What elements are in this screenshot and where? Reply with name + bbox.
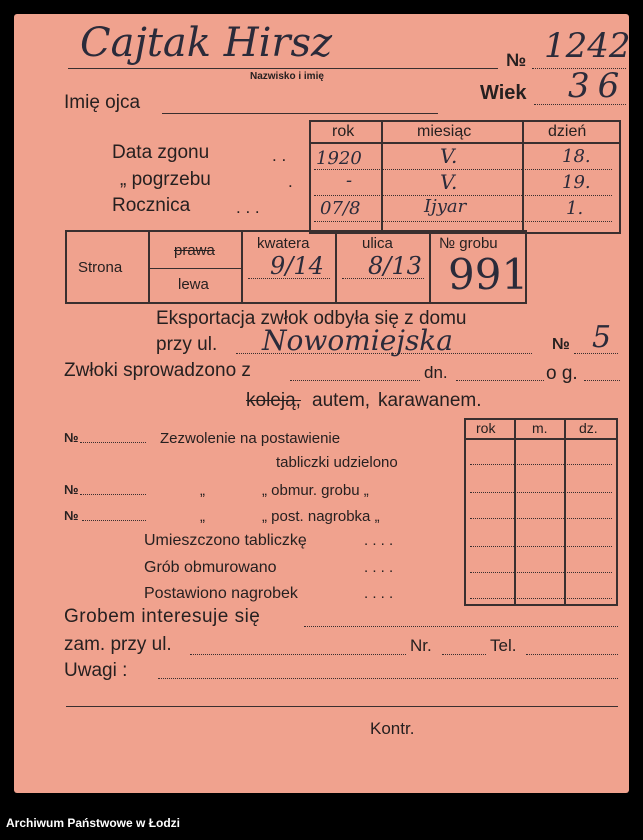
export-street-line bbox=[236, 353, 532, 354]
side-left: lewa bbox=[178, 276, 209, 293]
notes-label: Uwagi : bbox=[64, 660, 128, 681]
address-nr-label: Nr. bbox=[410, 636, 432, 655]
house-no-line bbox=[574, 353, 618, 354]
death-date-label: Data zgonu bbox=[112, 142, 210, 163]
interested-label: Grobem interesuje się bbox=[64, 606, 261, 627]
permits-header-line bbox=[464, 438, 616, 440]
name-line bbox=[68, 68, 498, 69]
loc-divider-2 bbox=[241, 230, 243, 302]
permits-col-rok: rok bbox=[476, 420, 496, 436]
transport-hearse: karawanem. bbox=[378, 390, 482, 411]
export-heading: Eksportacja zwłok odbyła się z domu bbox=[156, 308, 467, 329]
permit1-no-line bbox=[80, 442, 146, 443]
death-date-leader: . . bbox=[272, 146, 287, 165]
transport-car: autem, bbox=[312, 390, 371, 411]
quarter-line bbox=[248, 278, 330, 279]
permit3-no: № bbox=[64, 508, 79, 523]
anniversary-label: Rocznica bbox=[112, 195, 191, 216]
plaque-placed: Umieszczono tabliczkę bbox=[144, 532, 307, 549]
anniversary-row-line bbox=[314, 221, 612, 222]
anniversary-month: Ijyar bbox=[424, 196, 467, 217]
loc-divider-4 bbox=[429, 230, 431, 302]
interested-line bbox=[304, 626, 618, 627]
permit-row-4 bbox=[470, 546, 612, 547]
anniversary-leader: . . . bbox=[236, 198, 260, 217]
deceased-name: Cajtak Hirsz bbox=[80, 20, 333, 66]
death-row-line bbox=[314, 169, 612, 170]
address-label: zam. przy ul. bbox=[64, 634, 172, 655]
permit2-no: № bbox=[64, 482, 79, 497]
col-miesiac: miesiąc bbox=[417, 123, 472, 140]
record-number-symbol: № bbox=[506, 50, 527, 70]
transport-rail: koleją, bbox=[246, 390, 301, 411]
burial-day: 19. bbox=[562, 172, 591, 193]
grave-number: 991 bbox=[448, 250, 529, 299]
death-day: 18. bbox=[562, 146, 591, 167]
quarter-value: 9/14 bbox=[270, 252, 324, 280]
anniversary-year: 07/8 bbox=[320, 198, 361, 219]
export-no-symbol: № bbox=[552, 336, 570, 353]
street-value: 8/13 bbox=[368, 252, 422, 280]
age-line bbox=[534, 104, 626, 105]
permits-col-2 bbox=[564, 418, 566, 604]
burial-date-leader: . bbox=[288, 172, 293, 191]
dates-col-divider-2 bbox=[522, 120, 524, 232]
permits-col-m: m. bbox=[532, 420, 548, 436]
permit-row-6 bbox=[470, 598, 612, 599]
control-label: Kontr. bbox=[370, 719, 415, 738]
death-month: V. bbox=[440, 144, 458, 168]
col-dzien: dzień bbox=[548, 123, 587, 140]
export-street: Nowomiejska bbox=[262, 324, 453, 357]
day-label: dn. bbox=[424, 363, 448, 382]
cemetery-record-card bbox=[14, 14, 629, 793]
export-street-label: przy ul. bbox=[156, 334, 218, 355]
burial-month: V. bbox=[440, 170, 458, 194]
brought-from-line bbox=[290, 380, 420, 381]
record-number: 1242 bbox=[544, 26, 631, 66]
burial-year: - bbox=[346, 170, 353, 191]
brought-from-label: Zwłoki sprowadzono z bbox=[64, 360, 251, 381]
tombstone-placed: Postawiono nagrobek bbox=[144, 585, 298, 602]
age-label: Wiek bbox=[480, 82, 527, 104]
side-label: Strona bbox=[78, 259, 123, 276]
street-line bbox=[342, 278, 424, 279]
address-nr-line bbox=[442, 654, 486, 655]
permit-row-3 bbox=[470, 518, 612, 519]
permit3-no-line bbox=[82, 520, 146, 521]
permit-row-1 bbox=[470, 464, 612, 465]
father-line bbox=[162, 113, 438, 114]
quarter-label: kwatera bbox=[257, 235, 310, 252]
permit2-ditto: „ bbox=[200, 482, 205, 499]
loc-divider-1 bbox=[148, 230, 150, 302]
burial-date-label: „ pogrzebu bbox=[120, 169, 211, 190]
export-house-no: 5 bbox=[592, 320, 612, 355]
archive-caption: Archiwum Państwowe w Łodzi bbox=[6, 816, 181, 830]
address-line bbox=[190, 654, 406, 655]
walled-dots: . . . . bbox=[364, 559, 394, 576]
tombstone-dots: . . . . bbox=[364, 585, 394, 602]
anniversary-day: 1. bbox=[566, 198, 584, 219]
day-line bbox=[456, 380, 544, 381]
permit2-text: „ obmur. grobu „ bbox=[262, 482, 369, 499]
plaque-dots: . . . . bbox=[364, 532, 394, 549]
permit-row-2 bbox=[470, 492, 612, 493]
permit-row-5 bbox=[470, 572, 612, 573]
name-caption: Nazwisko i imię bbox=[250, 71, 324, 82]
father-label: Imię ojca bbox=[64, 92, 141, 113]
col-rok: rok bbox=[332, 123, 355, 140]
tel-label: Tel. bbox=[490, 636, 517, 655]
age-value: 36 bbox=[568, 66, 628, 106]
grave-walled: Grób obmurowano bbox=[144, 559, 277, 576]
death-year: 1920 bbox=[316, 148, 362, 169]
dates-col-divider-1 bbox=[381, 120, 383, 232]
side-right: prawa bbox=[174, 242, 215, 259]
side-divider bbox=[148, 268, 241, 269]
permit1-no: № bbox=[64, 430, 79, 445]
tel-line bbox=[526, 654, 618, 655]
notes-line-2 bbox=[66, 706, 618, 707]
hour-label: o g. bbox=[546, 363, 578, 384]
grave-number-label: № grobu bbox=[439, 235, 498, 252]
permit3-text: „ post. nagrobka „ bbox=[262, 508, 380, 525]
hour-line bbox=[584, 380, 620, 381]
permits-col-1 bbox=[514, 418, 516, 604]
permit2-no-line bbox=[80, 494, 146, 495]
dates-header-divider bbox=[309, 142, 619, 144]
permit3-ditto: „ bbox=[200, 508, 205, 525]
notes-line-1 bbox=[158, 678, 618, 679]
street-label: ulica bbox=[362, 235, 393, 252]
permits-table bbox=[464, 418, 618, 606]
loc-divider-3 bbox=[335, 230, 337, 302]
permit1-text-a: Zezwolenie na postawienie bbox=[160, 430, 341, 447]
permits-col-dz: dz. bbox=[579, 420, 598, 436]
permit1-text-b: tabliczki udzielono bbox=[276, 454, 398, 471]
